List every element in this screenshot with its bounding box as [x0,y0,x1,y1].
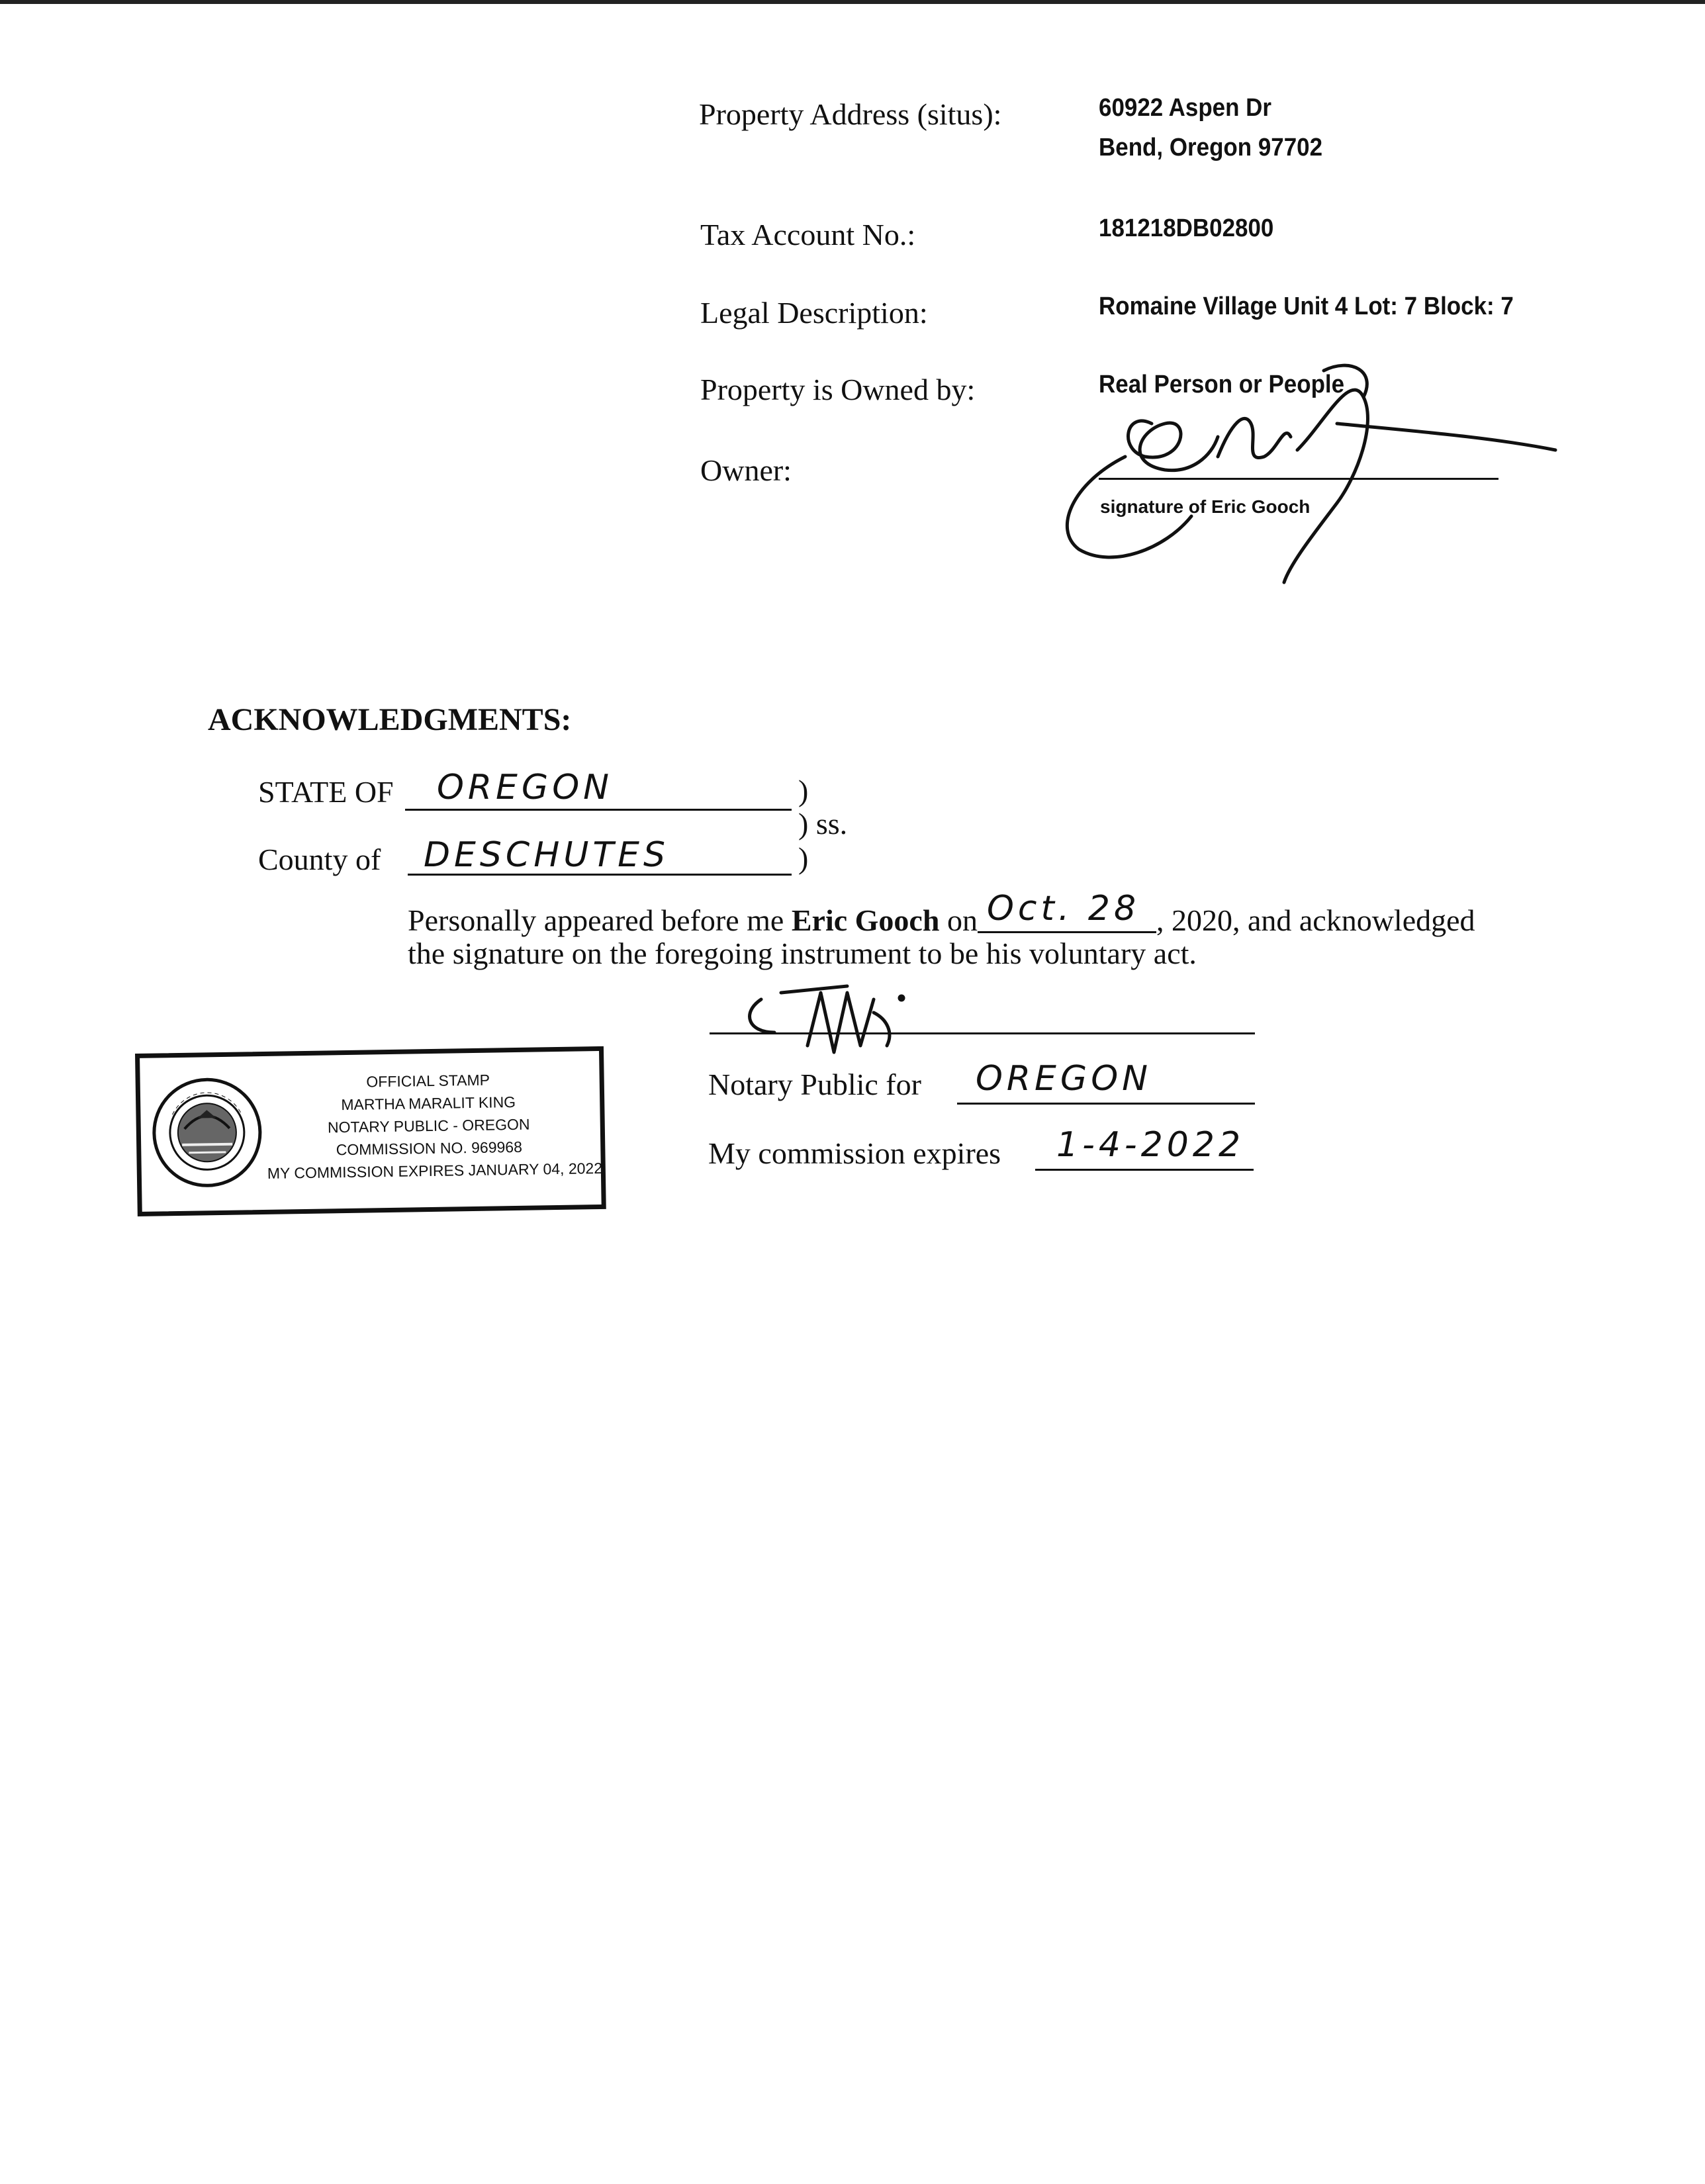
state-handwritten: OREGON [437,768,614,807]
stamp-line-2: MARTHA MARALIT KING [341,1093,516,1114]
legal-description-label: Legal Description: [700,296,928,330]
owner-signature-caption: signature of Eric Gooch [1100,496,1311,517]
person-name: Eric Gooch [791,903,940,937]
owner-label: Owner: [700,453,792,487]
owned-by-value: Real Person or People [1099,371,1345,398]
notary-for-handwritten: OREGON [976,1059,1152,1099]
notary-public-for-label: Notary Public for [708,1068,921,1101]
tax-account-label: Tax Account No.: [700,218,916,251]
property-address-line1: 60922 Aspen Dr [1099,94,1272,122]
acknowledgment-sentence-line1: Personally appeared before me Eric Gooch on Oct. 28 , 2020, and acknowledged [408,889,1475,937]
tax-account-value: 181218DB02800 [1099,214,1274,242]
stamp-line-4: COMMISSION NO. 969968 [336,1138,523,1159]
legal-description-value: Romaine Village Unit 4 Lot: 7 Block: 7 [1099,293,1514,320]
stamp-line-1: OFFICIAL STAMP [366,1071,490,1091]
owned-by-label: Property is Owned by: [700,373,976,406]
ss-mark: ) ss. [798,807,848,841]
stamp-line-5: MY COMMISSION EXPIRES JANUARY 04, 2022 [267,1159,603,1182]
county-of-label: County of [258,842,381,876]
commission-handwritten: 1-4-2022 [1056,1125,1245,1165]
notary-signature-icon [750,986,903,1052]
commission-expires-label: My commission expires [708,1136,1001,1170]
acknowledgments-heading: ACKNOWLEDGMENTS: [208,702,572,737]
county-handwritten: DESCHUTES [424,835,670,875]
paren-bottom: ) [798,841,809,875]
property-address-line2: Bend, Oregon 97702 [1099,134,1323,161]
paren-top: ) [798,774,809,807]
stamp-line-3: NOTARY PUBLIC - OREGON [327,1115,530,1136]
state-of-label: STATE OF [258,775,394,809]
date-handwritten: Oct. 28 [986,889,1140,929]
acknowledgment-sentence-line2: the signature on the foregoing instrument to be his voluntary act. [408,936,1197,970]
owner-signature-icon [1067,365,1555,582]
property-address-label: Property Address (situs): [699,97,1002,131]
